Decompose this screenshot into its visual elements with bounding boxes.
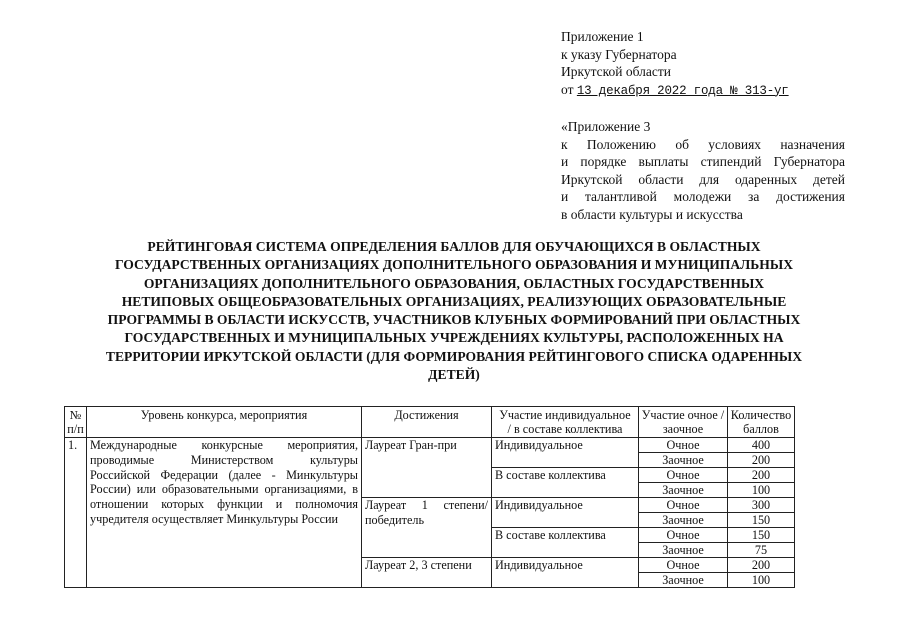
header-form xyxy=(639,407,728,438)
achievement-line: Лауреат 1 степени/ xyxy=(365,498,488,512)
header-form-line: заочное xyxy=(662,422,704,436)
participation-cell: Индивидуальное xyxy=(492,558,639,588)
date-typed: 13 декабря 2022 года № 313-уг xyxy=(576,83,789,98)
header-num-line: п/п xyxy=(67,422,84,436)
score-cell: 150 xyxy=(728,528,795,543)
level-line: России) или образовательными организациями, в xyxy=(90,482,358,497)
score-cell: 100 xyxy=(728,483,795,498)
score-cell: 400 xyxy=(728,438,795,453)
title-line: РЕЙТИНГОВАЯ СИСТЕМА ОПРЕДЕЛЕНИЯ БАЛЛОВ ДЛЯ ОБУЧАЮЩИХСЯ В ОБЛАСТНЫХ xyxy=(147,239,761,254)
level-line: Российской Федерации (далее - Минкультуры xyxy=(90,467,358,482)
score-cell: 100 xyxy=(728,573,795,588)
score-cell: 150 xyxy=(728,513,795,528)
appendix-line: «Приложение 3 xyxy=(561,119,651,134)
appendix-line: к Положению об условиях назначения xyxy=(561,136,845,152)
header-participation-line: Участие индивидуальное xyxy=(499,408,631,422)
form-cell: Очное xyxy=(639,528,728,543)
appendix-line: Иркутской области для одаренных детей xyxy=(561,171,845,187)
level-line: Международные конкурсные мероприятия, xyxy=(90,438,358,452)
score-cell: 75 xyxy=(728,543,795,558)
title-line: ТЕРРИТОРИИ ИРКУТСКОЙ ОБЛАСТИ (ДЛЯ ФОРМИРОВАНИЯ РЕЙТИНГОВОГО СПИСКА ОДАРЕННЫХ xyxy=(105,348,803,364)
header-score xyxy=(728,407,795,438)
level-line: учредителя осуществляет Минкультуры России xyxy=(90,511,339,526)
rating-table xyxy=(64,406,795,588)
header-form-line: Участие очное / xyxy=(641,408,725,422)
document-title xyxy=(58,238,850,384)
header-participation-line: / в составе коллектива xyxy=(507,422,623,436)
header-line: Приложение 1 xyxy=(561,29,644,44)
form-cell: Заочное xyxy=(639,543,728,558)
form-cell: Заочное xyxy=(639,453,728,468)
achievement-line: победитель xyxy=(365,512,425,527)
score-cell: 200 xyxy=(728,468,795,483)
achievement-cell: Лауреат 2, 3 степени xyxy=(362,558,492,588)
title-line: НЕТИПОВЫХ ОБЩЕОБРАЗОВАТЕЛЬНЫХ ОРГАНИЗАЦИЯХ, РЕАЛИЗУЮЩИХ ОБРАЗОВАТЕЛЬНЫЕ xyxy=(121,293,787,309)
participation-cell: В составе коллектива xyxy=(492,468,639,498)
table-header-row xyxy=(65,407,795,438)
title-line: ГОСУДАРСТВЕННЫХ И МУНИЦИПАЛЬНЫХ УЧРЕЖДЕНИЯХ КУЛЬТУРЫ, РАСПОЛОЖЕННЫХ НА xyxy=(124,330,784,346)
achievement-cell xyxy=(362,498,492,558)
appendix-line: и талантливой молодежи за достижения xyxy=(561,189,845,204)
score-cell: 200 xyxy=(728,453,795,468)
header-participation xyxy=(492,407,639,438)
appendix-reference xyxy=(561,118,845,223)
level-description xyxy=(87,438,362,588)
score-cell: 200 xyxy=(728,558,795,573)
date-prefix: от xyxy=(561,81,577,97)
header-line: Иркутской области xyxy=(561,64,672,79)
level-line: отношении которых функции и полномочия xyxy=(90,497,358,512)
header-line: к указу Губернатора xyxy=(561,46,677,62)
header-level xyxy=(87,407,362,438)
header-date-line xyxy=(561,81,851,101)
participation-cell: Индивидуальное xyxy=(492,438,639,468)
form-cell: Очное xyxy=(639,468,728,483)
form-cell: Заочное xyxy=(639,483,728,498)
form-cell: Заочное xyxy=(639,513,728,528)
row-number: 1. xyxy=(65,438,87,588)
form-cell: Очное xyxy=(639,558,728,573)
title-line: ДЕТЕЙ) xyxy=(428,367,480,383)
form-cell: Очное xyxy=(639,438,728,453)
header-num xyxy=(65,407,87,438)
decree-header xyxy=(561,28,851,100)
form-cell: Заочное xyxy=(639,573,728,588)
header-achievement-label: Достижения xyxy=(394,408,459,422)
score-cell: 300 xyxy=(728,498,795,513)
table-row xyxy=(65,438,795,453)
participation-cell: Индивидуальное xyxy=(492,498,639,528)
appendix-line: в области культуры и искусства xyxy=(561,206,743,222)
form-cell: Очное xyxy=(639,498,728,513)
achievement-cell: Лауреат Гран-при xyxy=(362,438,492,498)
title-line: ПРОГРАММЫ В ОБЛАСТИ ИСКУССТВ, УЧАСТНИКОВ КЛУБНЫХ ФОРМИРОВАНИЙ ПРИ ОБЛАСТНЫХ xyxy=(107,312,801,328)
header-num-line: № xyxy=(69,408,82,422)
title-line: ОРГАНИЗАЦИЯХ ДОПОЛНИТЕЛЬНОГО ОБРАЗОВАНИЯ, ОБЛАСТНЫХ ГОСУДАРСТВЕННЫХ xyxy=(143,275,765,291)
header-achievement xyxy=(362,407,492,438)
participation-cell: В составе коллектива xyxy=(492,528,639,558)
appendix-line: и порядке выплаты стипендий Губернатора xyxy=(561,154,845,169)
header-score-line: баллов xyxy=(743,422,779,436)
title-line: ГОСУДАРСТВЕННЫХ ОРГАНИЗАЦИЯХ ДОПОЛНИТЕЛЬНОГО ОБРАЗОВАНИЯ И МУНИЦИПАЛЬНЫХ xyxy=(114,257,794,273)
header-score-line: Количество xyxy=(730,408,792,422)
level-line: проводимые Министерством культуры xyxy=(90,452,358,467)
header-level-label: Уровень конкурса, мероприятия xyxy=(140,408,308,422)
